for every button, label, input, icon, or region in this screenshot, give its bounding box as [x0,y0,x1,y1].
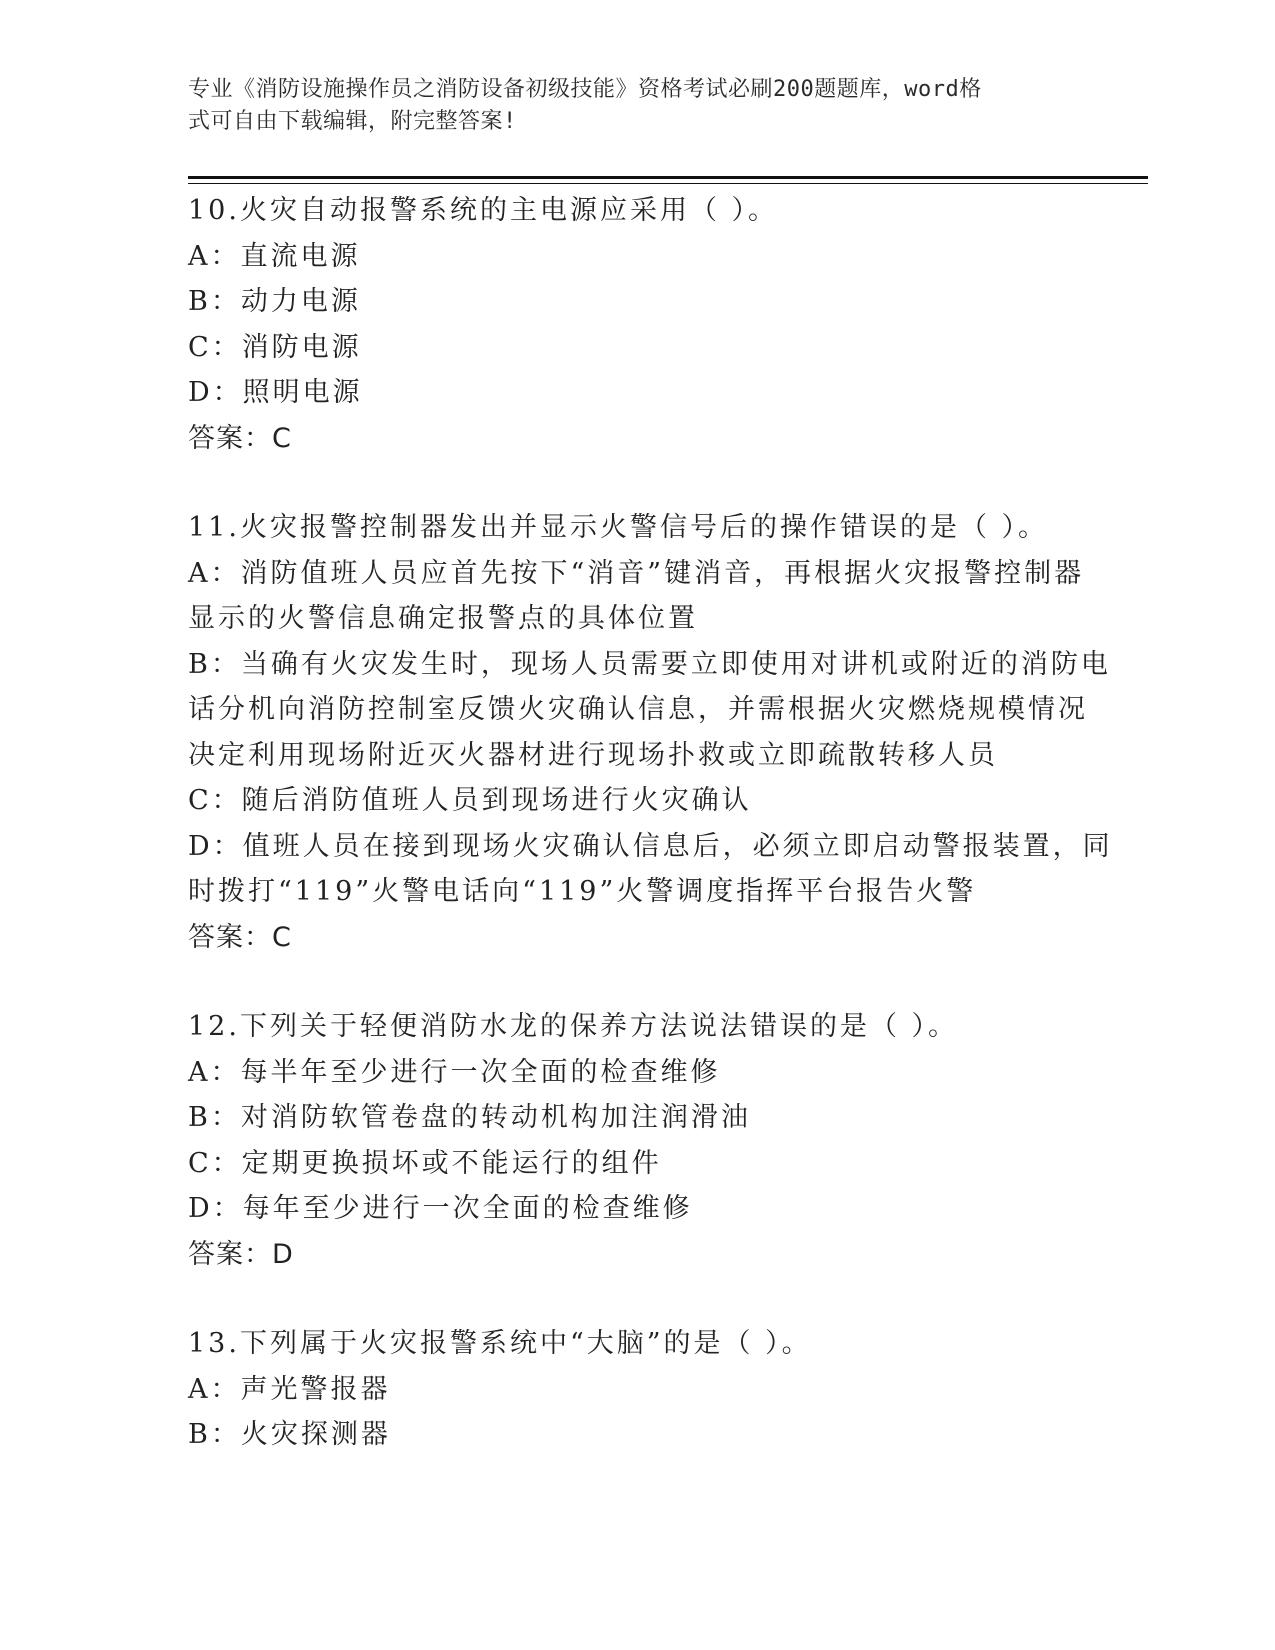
option-text-line: C：随后消防值班人员到现场进行火灾确认 [188,785,752,816]
option-text-line: B：动力电源 [188,286,361,317]
answer-option [188,1367,1088,1413]
option-text-line: D：值班人员在接到现场火灾确认信息后，必须立即启动警报装置，同 [188,830,1113,862]
question-block [188,1004,1088,1321]
option-text-line: B：当确有火灾发生时，现场人员需要立即使用对讲机或附近的消防电 [188,648,1111,680]
option-text-line: B：对消防软管卷盘的转动机构加注润滑油 [188,1102,751,1133]
question-spacer [188,1277,1088,1321]
option-text-line: 时拨打“119”火警电话向“119”火警调度指挥平台报告火警 [188,876,977,907]
question-block [188,505,1113,1004]
question-block [188,1321,1088,1458]
option-text-line: B：火灾探测器 [188,1419,391,1450]
document-header [188,74,1068,138]
answer-option [188,1141,1088,1187]
option-text-line: C：消防电源 [188,331,362,363]
answer-option [188,778,1088,824]
answer-option [188,370,1088,416]
option-text-line: A：每半年至少进行一次全面的检查维修 [188,1056,721,1088]
answer-option [188,551,1088,642]
answer-option [188,1095,1088,1141]
answer-option [188,325,1088,371]
option-text-line: C：定期更换损坏或不能运行的组件 [188,1147,662,1179]
answer-key: 答案：C [188,921,292,953]
option-text-line: 显示的火警信息确定报警点的具体位置 [188,603,698,634]
option-text-line: 话分机向消防控制室反馈火灾确认信息，并需根据火灾燃烧规模情况 [188,694,1088,725]
answer-option [188,234,1088,280]
question-spacer [188,960,1088,1004]
answer-option [188,824,1113,915]
option-text-line: D：每年至少进行一次全面的检查维修 [188,1193,693,1224]
option-text-line: A：直流电源 [188,240,361,272]
answer-option [188,1186,1088,1232]
question-stem: 11.火灾报警控制器发出并显示火警信号后的操作错误的是（ ）。 [188,512,1049,543]
answer-option [188,1412,1088,1458]
answer-key: 答案：D [188,1238,294,1270]
option-text-line: 决定利用现场附近灭火器材进行现场扑救或立即疏散转移人员 [188,739,998,771]
answer-option [188,279,1088,325]
question-stem: 12.下列关于轻便消防水龙的保养方法说法错误的是（ ）。 [188,1011,959,1042]
header-line: 式可自由下载编辑，附完整答案! [188,109,517,134]
question-block [188,188,1088,505]
answer-key: 答案：C [188,422,292,454]
question-spacer [188,461,1088,505]
option-text-line: A：消防值班人员应首先按下“消音”键消音，再根据火灾报警控制器 [188,557,1085,589]
question-list [188,188,1113,1458]
question-stem: 10.火灾自动报警系统的主电源应采用（ ）。 [188,195,779,226]
option-text-line: D：照明电源 [188,377,363,408]
header-line: 专业《消防设施操作员之消防设备初级技能》资格考试必刷200题题库，word格 [188,77,982,102]
answer-option [188,642,1111,779]
header-divider-thin [188,183,1148,184]
answer-option [188,1050,1088,1096]
header-divider-thick [188,176,1148,179]
option-text-line: A：声光警报器 [188,1373,391,1405]
question-stem: 13.下列属于火灾报警系统中“大脑”的是（ ）。 [188,1328,812,1359]
